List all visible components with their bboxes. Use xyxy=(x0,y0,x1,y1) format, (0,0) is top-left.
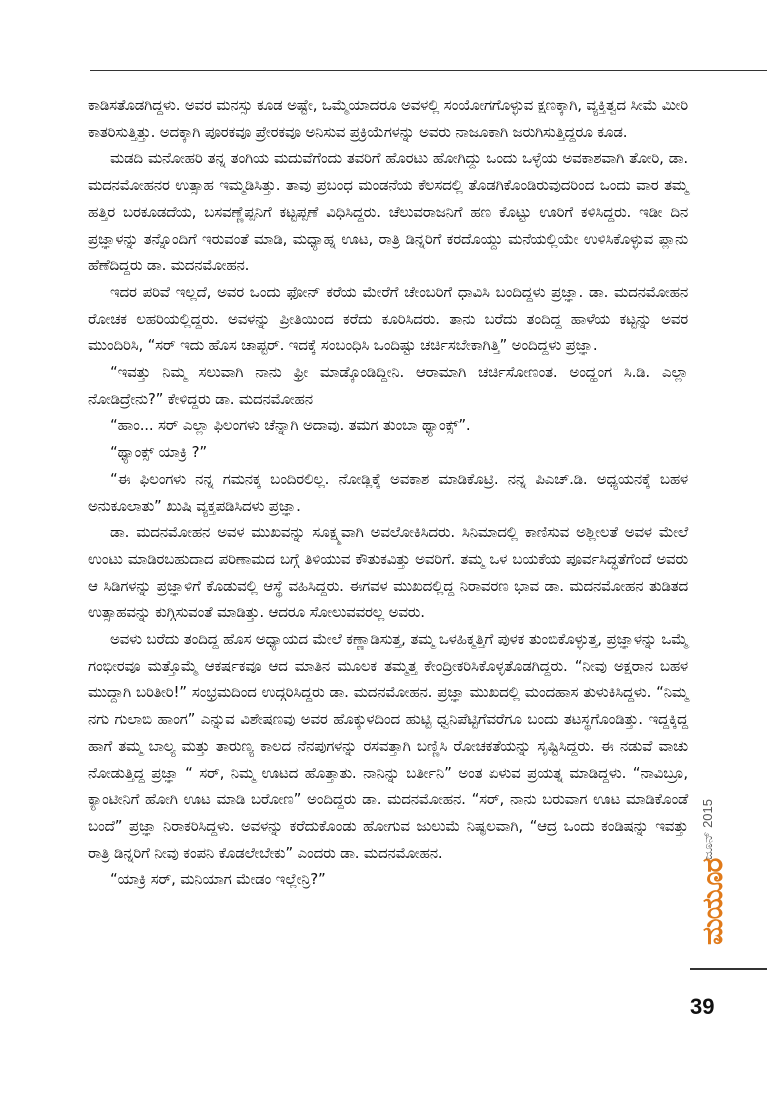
paragraph: “ಈ ಫಿಲಂಗಳು ನನ್ನ ಗಮನಕ್ಕ ಬಂದಿರಲಿಲ್ಲ. ನೋಡ್ಲಿಕ್ಕೆ ಅವಕಾಶ ಮಾಡಿಕೊಟ್ರಿ. ನನ್ನ ಪಿಎಚ್.ಡಿ. ಅಧ್ಯಯನಕ್ಕೆ ಬಹಳ ಅನುಕೂಲಾತು” ಖುಷಿ ವ್ಯಕ್ತಪಡಿಸಿದಳು ಪ್ರಜ್ಞಾ. xyxy=(88,469,688,515)
paragraph: ಇದರ ಪರಿವೆ ಇಲ್ಲದೆ, ಅವರ ಒಂದು ಫೋನ್ ಕರೆಯ ಮೇರೆಗೆ ಚೇಂಬರಿಗೆ ಧಾವಿಸಿ ಬಂದಿದ್ದಳು ಪ್ರಜ್ಞಾ. ಡಾ. ಮದನಮೋಹನ ರೋಚಕ ಲಹರಿಯಲ್ಲಿದ್ದರು. ಅವಳನ್ನು ಪ್ರೀತಿಯಿಂದ ಕರೆದು ಕೂರಿಸಿದರು. ತಾನು ಬರೆದು ತಂದಿದ್ದ ಹಾಳೆಯ ಕಟ್ಟನ್ನು ಅವರ ಮುಂದಿರಿಸಿ, “ಸರ್ ಇದು ಹೊಸ ಚಾಪ್ಟರ್. ಇದಕ್ಕೆ ಸಂಬಂಧಿಸಿ ಒಂದಿಷ್ಟು ಚರ್ಚಿಸಬೇಕಾಗಿತ್ತಿ” ಅಂದಿದ್ದಳು ಪ್ರಜ್ಞಾ. xyxy=(88,282,688,355)
paragraph: “ಯಾಕ್ರಿ ಸರ್, ಮನಿಯಾಗ ಮೇಡಂ ಇಲ್ಲೇನ್ರಿ?” xyxy=(110,870,326,889)
issue-date: ಜೂನ್ 2015 xyxy=(700,798,715,860)
paragraph: ಕಾಡಿಸತೊಡಗಿದ್ದಳು. ಅವರ ಮನಸ್ಸು ಕೂಡ ಅಷ್ಟೇ, ಒಮ್ಮೆಯಾದರೂ ಅವಳಲ್ಲಿ ಸಂಯೋಗಗೊಳ್ಳುವ ಕ್ಷಣಕ್ಕಾಗಿ, ವ್ಯಕ್ತಿತ್ವದ ಸೀಮೆ ಮೀರಿ ಕಾತರಿಸುತ್ತಿತ್ತು. ಅದಕ್ಕಾಗಿ ಪೂರಕವೂ ಪ್ರೇರಕವೂ ಅನಿಸುವ ಪ್ರಕ್ರಿಯೆಗಳನ್ನು ಅವರು ನಾಜೂಕಾಗಿ ಜರುಗಿಸುತ್ತಿದ್ದರೂ ಕೂಡ. xyxy=(88,96,688,141)
header-rule xyxy=(90,70,767,71)
paragraph: ಅವಳು ಬರೆದು ತಂದಿದ್ದ ಹೊಸ ಅಧ್ಯಾಯದ ಮೇಲೆ ಕಣ್ಣಾಡಿಸುತ್ತ, ತಮ್ಮ ಒಳಹಿಕ್ಮತ್ತಿಗೆ ಪುಳಕ ತುಂಬಿಕೊಳ್ಳುತ್ತ, ಪ್ರಜ್ಞಾಳನ್ನು ಒಮ್ಮೆ ಗಂಭೀರವೂ ಮತ್ತೊಮ್ಮೆ ಆಕರ್ಷಕವೂ ಆದ ಮಾತಿನ ಮೂಲಕ ತಮ್ಮತ್ತ ಕೇಂದ್ರೀಕರಿಸಿಕೊಳ್ಳತೊಡಗಿದ್ದರು. “ನೀವು ಅಕ್ಷರಾನ ಬಹಳ ಮುದ್ದಾಗಿ ಬರಿತೀರಿ!” ಸಂಭ್ರಮದಿಂದ ಉದ್ಗರಿಸಿದ್ದರು ಡಾ. ಮದನಮೋಹನ. ಪ್ರಜ್ಞಾ ಮುಖದಲ್ಲಿ ಮಂದಹಾಸ ತುಳುಕಿಸಿದ್ದಳು. “ನಿಮ್ಮ ನಗು ಗುಲಾಬಿ ಹಾಂಗ” ಎನ್ನುವ ವಿಶೇಷಣವು ಅವರ ಹೊಕ್ಕುಳದಿಂದ ಹುಟ್ಟಿ ಧ್ವನಿಪೆಟ್ಟಿಗೆವರೆಗೂ ಬಂದು ತಟಸ್ಥಗೊಂಡಿತ್ತು. ಇದ್ದಕ್ಕಿದ್ದ ಹಾಗೆ ತಮ್ಮ ಬಾಲ್ಯ ಮತ್ತು ತಾರುಣ್ಯ ಕಾಲದ ನೆನಪುಗಳನ್ನು ರಸವತ್ತಾಗಿ ಬಣ್ಣಿಸಿ ರೋಚಕತೆಯನ್ನು ಸೃಷ್ಟಿಸಿದ್ದರು. ಈ ನಡುವೆ ವಾಚು ನೋಡುತ್ತಿದ್ದ ಪ್ರಜ್ಞಾ “ ಸರ್, ನಿಮ್ಮ ಊಟದ ಹೊತ್ತಾತು. ನಾನಿನ್ನು ಬರ್ತೀನಿ” ಅಂತ ಏಳುವ ಪ್ರಯತ್ನ ಮಾಡಿದ್ದಳು. “ನಾವಿಬ್ರೂ, ಕ್ಯಾಂಟೀನಿಗೆ ಹೋಗಿ ಊಟ ಮಾಡಿ ಬರೋಣ” ಅಂದಿದ್ದರು ಡಾ. ಮದನಮೋಹನ. “ಸರ್, ನಾನು ಬರುವಾಗ ಊಟ ಮಾಡಿಕೊಂಡೆ ಬಂದೆ” ಪ್ರಜ್ಞಾ ನಿರಾಕರಿಸಿದ್ದಳು. ಅವಳನ್ನು ಕರೆದುಕೊಂಡು ಹೋಗುವ ಜುಲುಮೆ ನಿಷ್ಫಲವಾಗಿ, “ಆದ್ರ ಒಂದು ಕಂಡಿಷನ್ನು ಇವತ್ತು ರಾತ್ರಿ ಡಿನ್ನರಿಗೆ ನೀವು ಕಂಪನಿ ಕೊಡಲೇಬೇಕು” ಎಂದರು ಡಾ. ಮದನಮೋಹನ. xyxy=(88,630,688,862)
page-number: 39 xyxy=(690,994,715,1019)
paragraph: “ಇವತ್ತು ನಿಮ್ಮ ಸಲುವಾಗಿ ನಾನು ಫ್ರೀ ಮಾಡ್ಕೊಂಡಿದ್ದೀನಿ. ಆರಾಮಾಗಿ ಚರ್ಚಿಸೋಣಂತ. ಅಂದ್ಹಂಗ ಸಿ.ಡಿ. ಎಲ್ಲಾ ನೋಡಿದ್ರೇನು?” ಕೇಳಿದ್ದರು ಡಾ. ಮದನಮೋಹನ xyxy=(88,363,688,408)
paragraph: “ಥ್ಯಾಂಕ್ಸ್ ಯಾಕ್ರಿ ?” xyxy=(110,443,208,462)
magazine-title: ಮಯೂರ xyxy=(696,858,729,945)
paragraph: ಮಡದಿ ಮನೋಹರಿ ತನ್ನ ತಂಗಿಯ ಮದುವೆಗೆಂದು ತವರಿಗೆ ಹೊರಟು ಹೋಗಿದ್ದು ಒಂದು ಒಳ್ಳೆಯ ಅವಕಾಶವಾಗಿ ತೋರಿ, ಡಾ. ಮದನಮೋಹನರ ಉತ್ಸಾಹ ಇಮ್ಮಡಿಸಿತ್ತು. ತಾವು ಪ್ರಬಂಧ ಮಂಡನೆಯ ಕೆಲಸದಲ್ಲಿ ತೊಡಗಿಕೊಂಡಿರುವುದರಿಂದ ಒಂದು ವಾರ ತಮ್ಮ ಹತ್ತಿರ ಬರಕೂಡದೆಯ, ಬಸವಣ್ಣೆಪ್ಪನಿಗೆ ಕಟ್ಟಪ್ಪಣೆ ವಿಧಿಸಿದ್ದರು. ಚೆಲುವರಾಜನಿಗೆ ಹಣ ಕೊಟ್ಟು ಊರಿಗೆ ಕಳಿಸಿದ್ದರು. ಇಡೀ ದಿನ ಪ್ರಜ್ಞಾಳನ್ನು ತನ್ನೊಂದಿಗೆ ಇರುವಂತೆ ಮಾಡಿ, ಮಧ್ಯಾಹ್ನ ಊಟ, ರಾತ್ರಿ ಡಿನ್ನರಿಗೆ ಕರದೊಯ್ದು ಮನೆಯಲ್ಲಿಯೇ ಉಳಿಸಿಕೊಳ್ಳುವ ಪ್ಲಾನು ಹೆಣೆದಿದ್ದರು ಡಾ. ಮದನಮೋಹನ. xyxy=(88,149,688,275)
paragraph: “ಹಾಂ... ಸರ್ ಎಲ್ಲಾ ಫಿಲಂಗಳು ಚೆನ್ನಾಗಿ ಅದಾವು. ತಮಗ ತುಂಬಾ ಥ್ಯಾಂಕ್ಸ್”. xyxy=(110,416,471,435)
article-body xyxy=(88,92,688,893)
footer-rule xyxy=(690,968,767,970)
paragraph: ಡಾ. ಮದನಮೋಹನ ಅವಳ ಮುಖವನ್ನು ಸೂಕ್ಷ್ಮವಾಗಿ ಅವಲೋಕಿಸಿದರು. ಸಿನಿಮಾದಲ್ಲಿ ಕಾಣಿಸುವ ಅಶ್ಲೀಲತೆ ಅವಳ ಮೇಲೆ ಉಂಟು ಮಾಡಿರಬಹುದಾದ ಪರಿಣಾಮದ ಬಗ್ಗೆ ತಿಳಿಯುವ ಕೌತುಕವಿತ್ತು ಅವರಿಗೆ. ತಮ್ಮ ಒಳ ಬಯಕೆಯ ಪೂರ್ವಸಿದ್ಧತೆಗೆಂದೆ ಅವರು ಆ ಸಿಡಿಗಳನ್ನು ಪ್ರಜ್ಞಾಳಿಗೆ ಕೊಡುವಲ್ಲಿ ಆಸ್ಥೆ ವಹಿಸಿದ್ದರು. ಈಗವಳ ಮುಖದಲ್ಲಿದ್ದ ನಿರಾವರಣ ಭಾವ ಡಾ. ಮದನಮೋಹನ ತುಡಿತದ ಉತ್ಸಾಹವನ್ನು ಕುಗ್ಗಿಸುವಂತೆ ಮಾಡಿತ್ತು. ಆದರೂ ಸೋಲುವವರಲ್ಲ ಅವರು. xyxy=(88,523,688,622)
